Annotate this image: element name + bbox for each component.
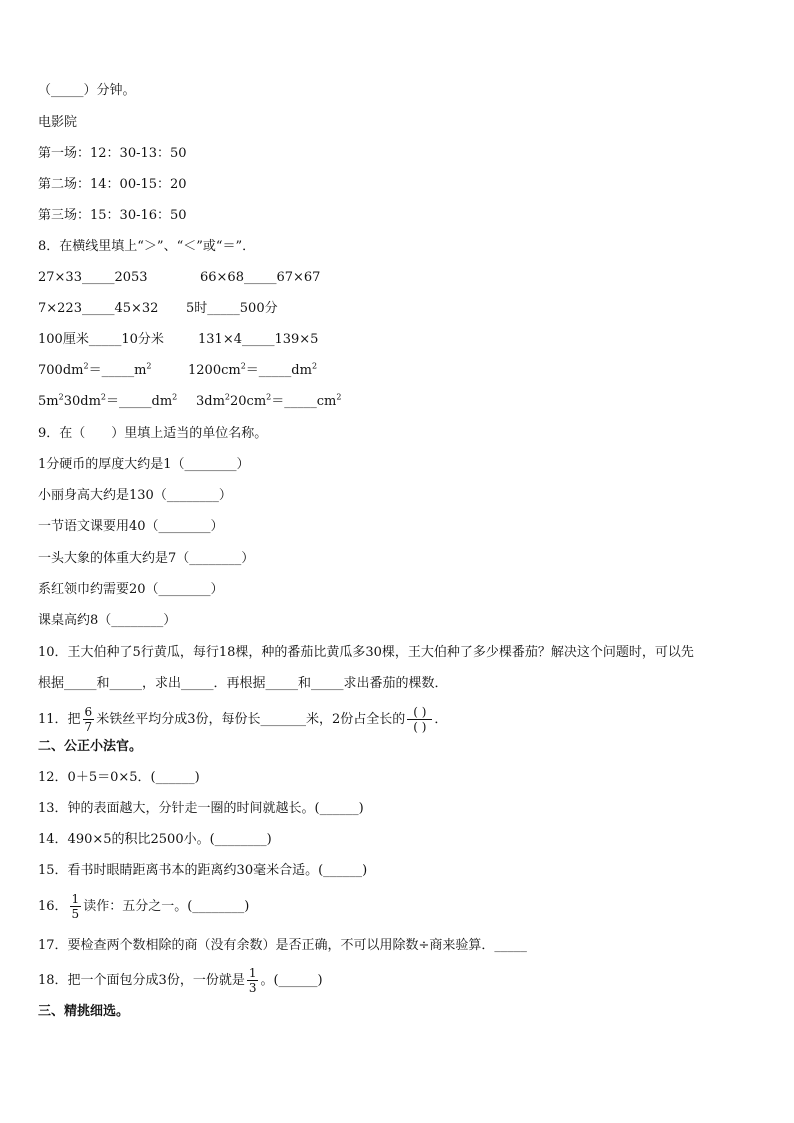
q9-item-4-text: 一头大象的体重大约是7（________） (38, 551, 255, 566)
q8-row2-b: 5时_____500分 (186, 301, 278, 316)
q8-row1-b: 66×68_____67×67 (200, 270, 321, 285)
q8-row5-a (38, 394, 177, 409)
q18-line (38, 964, 774, 998)
superscript: 2 (266, 392, 272, 402)
fraction-blank-denominator[interactable]: ( ) (413, 720, 427, 734)
q7-answer-text: （_____）分钟。 (38, 83, 136, 98)
cinema-title-text: 电影院 (38, 115, 78, 130)
unit-text: 20cm (230, 394, 267, 409)
fraction-blank-numerator[interactable]: ( ) (407, 705, 432, 720)
q10-line-2 (38, 675, 774, 693)
superscript: 2 (172, 392, 178, 402)
q8-row4-a (38, 363, 151, 378)
show-3 (38, 207, 774, 225)
q11-text-post: ． (434, 712, 448, 727)
fraction-denominator: 5 (71, 907, 80, 921)
q12-text: 12．0＋5＝0×5．(______) (38, 770, 200, 785)
q18-text-post: 。(______) (260, 973, 323, 988)
q9-item-3-text: 一节语文课要用40（________） (38, 519, 224, 534)
q10-text-1: 10．王大伯种了5行黄瓜，每行18棵，种的番茄比黄瓜多30棵，王大伯种了多少棵番茄？解决这个问题时，可以先 (38, 645, 694, 660)
section-2-heading (38, 738, 774, 756)
unit-text: 3dm (196, 394, 225, 409)
q9-item-6 (38, 612, 774, 630)
q15-text: 15．看书时眼睛距离书本的距离约30毫米合适。(______) (38, 863, 368, 878)
q9-item-1 (38, 456, 774, 474)
section-3-heading (38, 1003, 774, 1021)
q9-item-2-text: 小丽身高大约是130（________） (38, 488, 232, 503)
q8-title (38, 238, 774, 256)
unit-text: 1200cm (188, 363, 241, 378)
q9-item-5 (38, 581, 774, 599)
fraction-one-fifth (70, 892, 82, 921)
superscript: 2 (311, 361, 318, 371)
superscript: 2 (58, 392, 64, 402)
q8-row-2 (38, 300, 774, 318)
q9-item-5-text: 系红领巾约需要20（________） (38, 582, 224, 597)
q9-item-2 (38, 487, 774, 505)
superscript: 2 (336, 392, 342, 402)
q8-row5-b (196, 393, 341, 411)
q8-row4-b (188, 362, 317, 380)
q8-row3-b: 131×4_____139×5 (198, 332, 319, 347)
q8-row1-a: 27×33_____2053 (38, 270, 148, 285)
q11-line (38, 703, 774, 737)
fraction-six-sevenths (83, 705, 95, 734)
superscript: 2 (240, 361, 246, 371)
section-3-heading-text: 三、精挑细选。 (38, 1004, 130, 1019)
q15-line (38, 862, 774, 880)
q18-text-pre: 18．把一个面包分成3份，一份就是 (38, 973, 245, 988)
show-3-text: 第三场：15：30-16：50 (38, 208, 187, 223)
q16-line (38, 890, 774, 924)
show-2-text: 第二场：14：00-15：20 (38, 177, 187, 192)
q16-text-post: 读作：五分之一。(________) (83, 899, 250, 914)
unit-text: 30dm (63, 394, 101, 409)
show-1-text: 第一场：12：30-13：50 (38, 146, 187, 161)
q13-text: 13．钟的表面越大，分针走一圈的时间就越长。(______) (38, 801, 364, 816)
q14-text: 14．490×5的积比2500小。(________) (38, 832, 272, 847)
show-2 (38, 176, 774, 194)
q10-text-2: 根据_____和_____，求出_____．再根据_____和_____求出番茄的棵数． (38, 676, 448, 691)
q8-row2-a: 7×223_____45×32 (38, 301, 159, 316)
q8-row-5 (38, 393, 774, 411)
q8-row-3 (38, 331, 774, 349)
q8-row-1 (38, 269, 774, 287)
q9-title (38, 425, 774, 443)
q9-item-3 (38, 518, 774, 536)
fraction-numerator: 6 (84, 705, 93, 719)
unit-text: ＝_____dm (106, 394, 173, 409)
fraction-denominator: 3 (248, 981, 257, 995)
superscript: 2 (224, 392, 231, 402)
q11-text-mid: 米铁丝平均分成3份，每份长_______米，2份占全长的 (96, 712, 406, 727)
fraction-denominator: 7 (84, 720, 93, 734)
q11-text-pre: 11．把 (38, 712, 81, 727)
q9-item-4 (38, 550, 774, 568)
unit-text: ＝_____m (88, 363, 147, 378)
q9-title-text: 9．在（ ）里填上适当的单位名称。 (38, 426, 268, 441)
superscript: 2 (100, 392, 106, 402)
fraction-one-third (247, 966, 259, 995)
q12-line (38, 769, 774, 787)
q7-answer-line (38, 82, 774, 100)
unit-text: 5m (38, 394, 59, 409)
q17-text: 17．要检查两个数相除的商（没有余数）是否正确，不可以用除数÷商来验算．_____ (38, 938, 527, 953)
section-2-heading-text: 二、公正小法官。 (38, 739, 143, 754)
cinema-title (38, 114, 774, 132)
superscript: 2 (83, 361, 89, 371)
q13-line (38, 800, 774, 818)
q9-item-1-text: 1分硬币的厚度大约是1（________） (38, 457, 250, 472)
unit-text: 700dm (38, 363, 84, 378)
q8-row3-a: 100厘米_____10分米 (38, 332, 164, 347)
q16-text-pre: 16． (38, 899, 68, 914)
q10-line-1 (38, 644, 774, 662)
q8-row-4 (38, 362, 774, 380)
unit-text: ＝_____dm (245, 363, 312, 378)
fraction-blank[interactable] (407, 705, 432, 734)
superscript: 2 (146, 361, 152, 371)
fraction-numerator: 1 (71, 892, 80, 906)
unit-text: ＝_____cm (271, 394, 337, 409)
q17-line (38, 937, 774, 955)
q8-title-text: 8．在横线里填上“＞”、“＜”或“＝”． (38, 239, 256, 254)
fraction-numerator: 1 (248, 966, 257, 980)
q14-line (38, 831, 774, 849)
q9-item-6-text: 课桌高约8（________） (38, 613, 177, 628)
show-1 (38, 145, 774, 163)
